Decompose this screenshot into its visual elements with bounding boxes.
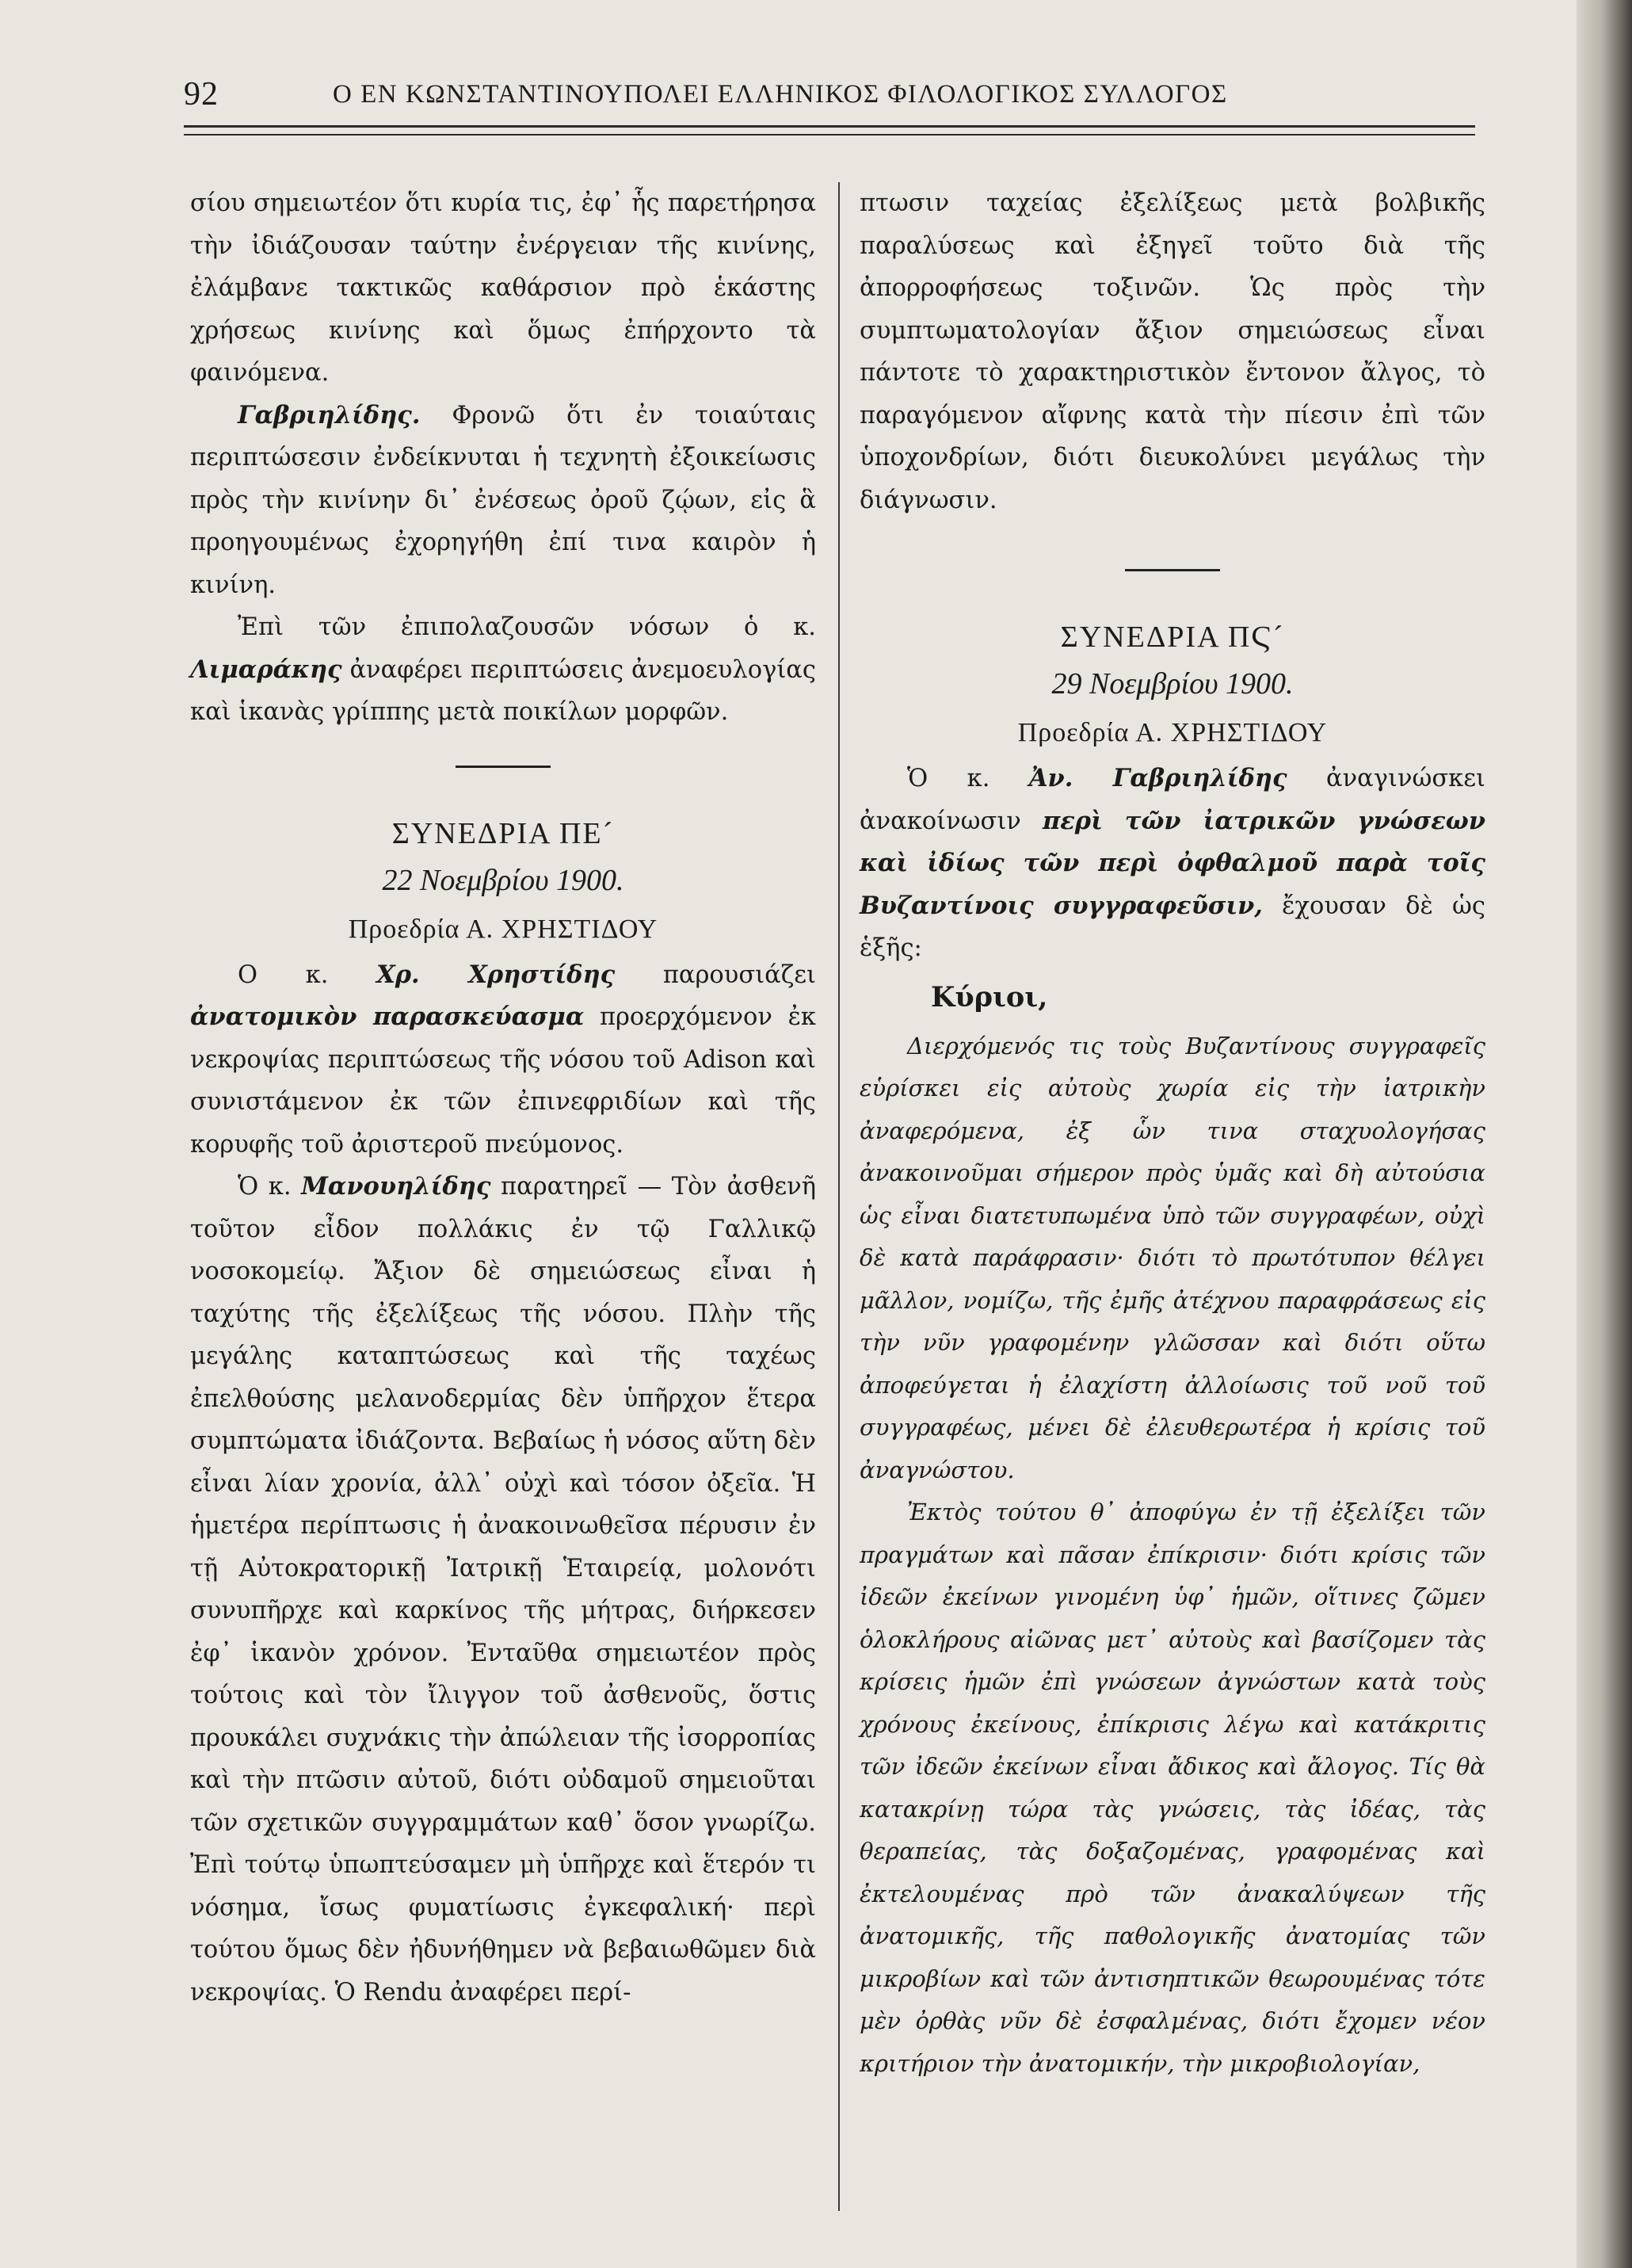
salutation: Κύριοι, (931, 980, 1048, 1014)
session-chair: Προεδρία Α. ΧΡΗΣΤΙΔΟΥ (348, 914, 658, 944)
paragraph: Ἐκτὸς τούτου θ᾿ ἀποφύγω ἐν τῇ ἐξελίξει τῶν πραγμάτων καὶ πᾶσαν ἐπίκρισιν· διότι κρίσις τῶν ἰδεῶν ἐκείνων γινομένη ὑφ᾿ ἡμῶν, οἵτινες ζῶμεν ὁλοκλήρους αἰῶνας μετ᾿ αὐτοὺς καὶ βασίζομεν τὰς κρίσεις ἡμῶν ἐπὶ γνώσεων ἀγνώστων κατὰ τοὺς χρόνους ἐκείνους, ἐπίκρισις λέγω καὶ κατάκριτις τῶν ἰδεῶν ἐκείνων εἶναι ἄδικος καὶ ἄλογος. Τίς θὰ κατακρίνῃ τώρα τὰς γνώσεις, τὰς ἰδέας, τὰς θεραπείας, τὰς δοξαζομένας, γραφομένας καὶ ἐκτελουμένας πρὸ τῶν ἀνακαλύψεων τῆς ἀνατομικῆς, τῆς παθολογικῆς ἀνατομίας τῶν μικροβίων καὶ τῶν ἀντισηπτικῶν θεωρουμένας τότε μὲν ὀρθὰς νῦν δὲ ἐσφαλμένας, διότι ἔχομεν νέον κριτήριον τὴν ἀνατομικήν, τὴν μικροβιολογίαν, (860, 1499, 1485, 2077)
paragraph (190, 395, 816, 607)
session-title: ΣΥΝΕΔΡΙΑ ΠϚ´ (1060, 620, 1285, 654)
running-title: Ο ΕΝ ΚΩΝΣΤΑΝΤΙΝΟΥΠΟΛΕΙ ΕΛΛΗΝΙΚΟΣ ΦΙΛΟΛΟΓΙΚΟΣ ΣΥΛΛΟΓΟΣ (333, 80, 1228, 109)
speaker-name: Γαβριηλίδης. (238, 400, 421, 430)
paragraph-text: παρουσιάζει (615, 960, 816, 989)
paragraph-text: ἔχουσαν δὲ ὡς ἑξῆς: (860, 892, 1486, 962)
speaker-name: Χρ. Χρηστίδης (376, 960, 616, 989)
speaker-name: Μανουηλίδης (301, 1172, 491, 1201)
exhibit-title: ἀνατομικὸν παρασκεύασμα (190, 1002, 585, 1031)
paragraph-text: προερχόμενον ἐκ νεκροψίας περιπτώσεως τῆς νόσου τοῦ Adison καὶ συνιστάμενον ἐκ τῶν ἐπινεφριδίων καὶ τῆς κορυφῆς τοῦ ἀριστεροῦ πνεύμονος. (190, 1003, 816, 1159)
paragraph (860, 758, 1485, 970)
book-page (158, 48, 1497, 2235)
session-chair: Προεδρία Α. ΧΡΗΣΤΙΔΟΥ (1017, 718, 1328, 747)
paragraph: σίου σημειωτέον ὅτι κυρία τις, ἐφ᾿ ἧς παρετήρησα τὴν ἰδιάζουσαν ταύτην ἐνέργειαν τῆς κινίνης, ἐλάμβανε τακτικῶς καθάρσιον πρὸ ἑκάστης χρήσεως κινίνης καὶ ὅμως ἐπήρχοντο τὰ φαινόμενα. (190, 189, 816, 387)
section-rule (456, 766, 551, 768)
section-rule (1125, 569, 1220, 571)
left-column (190, 182, 816, 2014)
paragraph: Διερχόμενός τις τοὺς Βυζαντίνους συγγραφεῖς εὑρίσκει εἰς αὐτοὺς χωρία εἰς τὴν ἰατρικὴν ἀναφερόμενα, ἐξ ὧν τινα σταχυολογήσας ἀνακοινοῦμαι σήμερον πρὸς ὑμᾶς καὶ δὴ αὐτούσια ὡς εἶναι διατετυπωμένα ὑπὸ τῶν συγγραφέων, οὐχὶ δὲ κατὰ παράφρασιν· διότι τὸ πρωτότυπον θέλγει μᾶλλον, νομίζω, τῆς ἐμῆς ἀτέχνου παραφράσεως εἰς τὴν νῦν γραφομένην γλῶσσαν καὶ διότι οὕτω ἀποφεύγεται ἡ ἐλαχίστη ἀλλοίωσις τοῦ νοῦ τοῦ συγγραφέως, μένει δὲ ἐλευθερωτέρα ἡ κρίσις τοῦ ἀναγνώστου. (860, 1032, 1485, 1483)
session-date: 22 Νοεμβρίου 1900. (382, 863, 624, 897)
paragraph-text: παρατηρεῖ — Τὸν ἀσθενῆ τοῦτον εἶδον πολλάκις ἐν τῷ Γαλλικῷ νοσοκομείῳ. Ἄξιον δὲ σημειώσεως εἶναι ἡ ταχύτης τῆς ἐξελίξεως τῆς νόσου. Πλὴν τῆς μεγάλης καταπτώσεως καὶ τῆς ταχέως ἐπελθούσης μελανοδερμίας δὲν ὑπῆρχον ἕτερα συμπτώματα ἰδιάζοντα. Βεβαίως ἡ νόσος αὕτη δὲν εἶναι λίαν χρονία, ἀλλ᾿ οὐχὶ καὶ τόσον ὀξεῖα. Ἡ ἡμετέρα περίπτωσις ἡ ἀνακοινωθεῖσα πέρυσιν ἐν τῇ Αὐτοκρατορικῇ Ἰατρικῇ Ἑταιρείᾳ, μολονότι συνυπῆρχε καὶ καρκίνος τῆς μήτρας, διήρκεσεν ἐφ᾿ ἱκανὸν χρόνον. Ἐνταῦθα σημειωτέον πρὸς τούτοις καὶ τὸν ἴλιγγον τοῦ ἀσθενοῦς, ὅστις προυκάλει συχνάκις τὴν ἀπώλειαν τῆς ἰσορροπίας καὶ τὴν πτῶσιν αὐτοῦ, διότι οὐδαμοῦ σημειοῦται τῶν σχετικῶν συγγραμμάτων καθ᾿ ὅσον γνωρίζω. Ἐπὶ τούτῳ ὑπωπτεύσαμεν μὴ ὑπῆρχε καὶ ἕτερόν τι νόσημα, ἴσως φυματίωσις ἐγκεφαλική· περὶ τούτου ὅμως δὲν ἠδυνήθημεν νὰ βεβαιωθῶμεν διὰ νεκροψίας. Ὁ Rendu ἀναφέρει περί- (190, 1173, 816, 2006)
session-date: 29 Νοεμβρίου 1900. (1051, 667, 1294, 701)
paragraph-text: Ὁ κ. (238, 1173, 302, 1201)
book-spine-shadow (1577, 0, 1632, 2268)
header-double-rule (184, 125, 1475, 136)
paragraph-text: ἀναγινώσκει ἀνακοίνωσιν (860, 765, 1485, 835)
session-title: ΣΥΝΕΔΡΙΑ ΠΕ´ (391, 816, 615, 850)
paragraph-text: Ὁ κ. (907, 765, 1029, 792)
column-divider (838, 182, 840, 2211)
paragraph (190, 606, 816, 734)
running-head (158, 75, 1497, 123)
speaker-name: Ἀν. Γαβριηλίδης (1028, 764, 1287, 792)
speaker-name: Λιμαράκης (190, 655, 342, 684)
paragraph-text: Ο κ. (238, 960, 377, 989)
paragraph (190, 1166, 816, 2014)
paragraph (190, 954, 816, 1166)
paragraph: πτωσιν ταχείας ἐξελίξεως μετὰ βολβικῆς παραλύσεως καὶ ἐξηγεῖ τοῦτο διὰ τῆς ἀπορροφήσεως τοξινῶν. Ὡς πρὸς τὴν συμπτωματολογίαν ἄξιον σημειώσεως εἶναι πάντοτε τὸ χαρακτηριστικὸν ἔντονον ἄλγος, τὸ παραγόμενον αἴφνης κατὰ τὴν πίεσιν ἐπὶ τῶν ὑποχονδρίων, διότι διευκολύνει μεγάλως τὴν διάγνωσιν. (860, 189, 1485, 514)
paragraph-text: Φρονῶ ὅτι ἐν τοιαύταις περιπτώσεσιν ἐνδείκνυται ἡ τεχνητὴ ἐξοικείωσις πρὸς τὴν κινίνην δι᾿ ἐνέσεως ὀροῦ ζῴων, εἰς ἃ προηγουμένως ἐχορηγήθη ἐπί τινα καιρὸν ἡ κινίνη. (190, 401, 816, 599)
lecture-title: περὶ τῶν ἰατρικῶν γνώσεων καὶ ἰδίως τῶν περὶ ὀφθαλμοῦ παρὰ τοῖς Βυζαντίνοις συγγραφεῦσιν, (860, 806, 1485, 920)
right-column (860, 182, 1485, 2085)
page-number: 92 (184, 76, 219, 113)
paragraph-text: ἀναφέρει περιπτώσεις ἀνεμοευλογίας καὶ ἱκανὰς γρίππης μετὰ ποικίλων μορφῶν. (190, 655, 816, 726)
paragraph-text: Ἐπὶ τῶν ἐπιπολαζουσῶν νόσων ὁ κ. (238, 613, 816, 641)
